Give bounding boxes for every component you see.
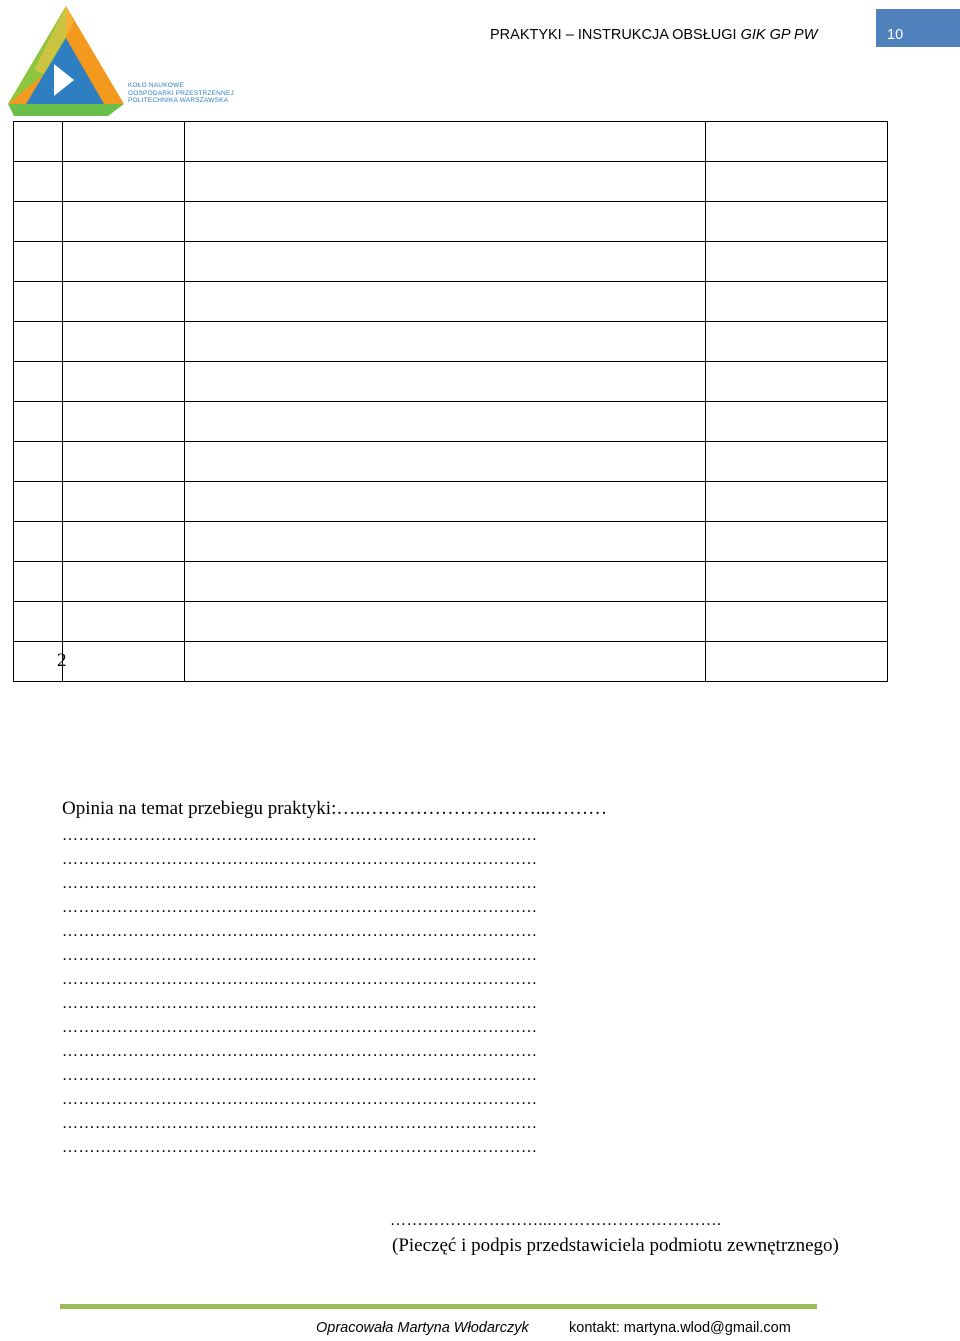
table-row	[14, 162, 888, 202]
dotted-line: ………………………………...…………………………………………	[62, 851, 538, 868]
table-cell	[63, 402, 185, 442]
table-cell	[14, 202, 63, 242]
logo-text	[128, 82, 234, 105]
table-cell	[63, 122, 185, 162]
table-cell	[185, 322, 706, 362]
table-cell	[14, 282, 63, 322]
table-cell	[706, 242, 888, 282]
logo-line-2: GOSPODARKI PRZESTRZENNEJ	[128, 89, 234, 97]
table-cell	[706, 362, 888, 402]
table-cell	[14, 322, 63, 362]
table-cell	[63, 282, 185, 322]
table-row	[14, 122, 888, 162]
table-cell	[706, 162, 888, 202]
table-cell	[706, 322, 888, 362]
logo-line-1: KOŁO NAUKOWE	[128, 82, 184, 89]
table-cell	[14, 402, 63, 442]
internship-log-table	[13, 121, 888, 682]
triangle-logo-icon	[4, 4, 128, 120]
table-cell	[63, 642, 185, 682]
table-cell	[63, 162, 185, 202]
dotted-line: ………………………………...…………………………………………	[62, 1091, 538, 1108]
table-cell	[63, 602, 185, 642]
table-cell	[63, 442, 185, 482]
dotted-line: ………………………………...…………………………………………	[62, 995, 538, 1012]
table-cell	[185, 522, 706, 562]
table-cell	[14, 442, 63, 482]
table-cell	[185, 442, 706, 482]
logo-line-3: POLITECHNIKA WARSZAWSKA	[128, 97, 229, 105]
dotted-line: ………………………………...…………………………………………	[62, 1139, 538, 1156]
table-cell	[63, 522, 185, 562]
table-cell	[706, 642, 888, 682]
table-row	[14, 322, 888, 362]
dotted-line: ………………………………...…………………………………………	[62, 947, 538, 964]
dotted-line: ………………………………...…………………………………………	[62, 1019, 538, 1036]
signature-dots: ………………………...………………………….	[390, 1212, 722, 1229]
table-cell	[185, 242, 706, 282]
footer-author: Opracowała Martyna Włodarczyk	[316, 1320, 529, 1336]
table-cell	[185, 482, 706, 522]
table-cell	[14, 482, 63, 522]
table-cell	[185, 122, 706, 162]
table-cell	[706, 562, 888, 602]
table-row	[14, 362, 888, 402]
opinion-heading	[62, 798, 607, 820]
table-cell	[63, 562, 185, 602]
table-cell	[63, 202, 185, 242]
table-cell	[14, 602, 63, 642]
table-cell	[185, 602, 706, 642]
table-cell	[185, 362, 706, 402]
table-row	[14, 482, 888, 522]
header-title-plain: PRAKTYKI – INSTRUKCJA OBSŁUGI	[490, 27, 741, 43]
table-cell	[706, 202, 888, 242]
table-row	[14, 242, 888, 282]
dotted-line: ………………………………...…………………………………………	[62, 923, 538, 940]
table-cell	[706, 522, 888, 562]
footer-contact: kontakt: martyna.wlod@gmail.com	[569, 1320, 791, 1336]
table-cell	[14, 642, 67, 682]
table-row	[14, 442, 888, 482]
dotted-line: ………………………………...…………………………………………	[62, 899, 538, 916]
table-cell	[14, 122, 63, 162]
table-cell	[185, 202, 706, 242]
footer-divider	[60, 1304, 817, 1309]
dotted-line: ………………………………...…………………………………………	[62, 1043, 538, 1060]
table-cell	[14, 522, 63, 562]
table-cell	[14, 562, 63, 602]
table-cell	[14, 362, 63, 402]
table-cell	[706, 402, 888, 442]
table-cell	[63, 322, 185, 362]
table-cell	[185, 642, 706, 682]
table-cell	[706, 602, 888, 642]
table-cell	[63, 242, 185, 282]
opinion-label: Opinia na temat przebiegu praktyki:	[62, 798, 337, 819]
dotted-line: ………………………………...…………………………………………	[62, 827, 538, 844]
table-row	[14, 402, 888, 442]
header-title	[490, 27, 817, 43]
club-logo	[4, 4, 234, 120]
table-cell	[14, 242, 63, 282]
table-row	[14, 642, 888, 682]
table-row	[14, 602, 888, 642]
table-cell	[706, 482, 888, 522]
table-cell	[185, 282, 706, 322]
table-row	[14, 562, 888, 602]
table-cell	[706, 122, 888, 162]
header-title-italic: GIK GP PW	[740, 27, 818, 43]
dotted-line: ………………………………...…………………………………………	[62, 875, 538, 892]
table-row	[14, 202, 888, 242]
dotted-line: ………………………………...…………………………………………	[62, 971, 538, 988]
dotted-line: ………………………………...…………………………………………	[62, 1067, 538, 1084]
table-cell	[63, 482, 185, 522]
row-number: 2	[57, 650, 67, 671]
table-row	[14, 522, 888, 562]
table-cell	[14, 162, 63, 202]
opinion-label-dots: …..………………………...………	[336, 798, 608, 819]
table-cell	[706, 282, 888, 322]
table-cell	[185, 402, 706, 442]
page-number: 10	[887, 27, 904, 43]
table-row	[14, 282, 888, 322]
table-cell	[706, 442, 888, 482]
table-cell	[185, 562, 706, 602]
signature-label: (Pieczęć i podpis przedstawiciela podmiotu zewnętrznego)	[392, 1235, 839, 1256]
table-cell	[185, 162, 706, 202]
table-cell	[63, 362, 185, 402]
dotted-line: ………………………………...…………………………………………	[62, 1115, 538, 1132]
